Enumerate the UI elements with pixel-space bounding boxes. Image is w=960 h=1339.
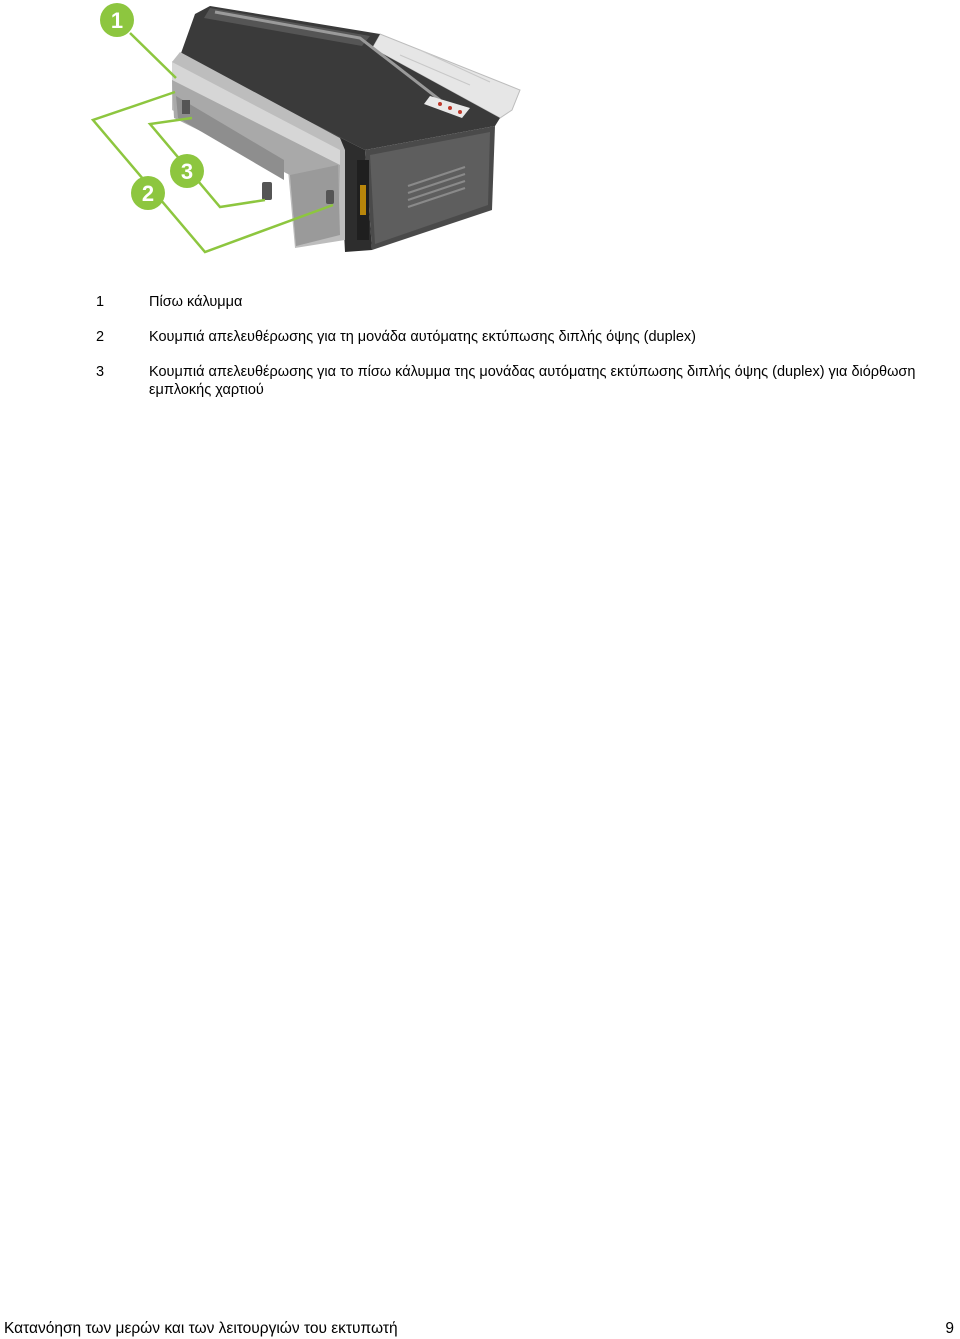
legend-item [96, 293, 916, 311]
legend-number: 2 [96, 329, 105, 345]
svg-text:2: 2 [141, 181, 155, 206]
legend-text: Κουμπιά απελευθέρωσης για το πίσω κάλυμμα της μονάδας αυτόματης εκτύπωσης διπλής όψης (duplex) για διόρθωση εμπλοκής χαρτιού [149, 364, 916, 398]
callout-badge-1 [98, 1, 136, 39]
footer-page-number: 9 [945, 1320, 954, 1337]
svg-text:1: 1 [110, 8, 124, 33]
callout-legend [96, 293, 916, 416]
legend-number: 3 [96, 364, 105, 380]
legend-text: Πίσω κάλυμμα [149, 294, 243, 310]
callout-badge-2 [129, 174, 167, 212]
svg-text:3: 3 [180, 159, 194, 184]
footer-chapter-title: Κατανόηση των μερών και των λειτουργιών του εκτυπωτή [4, 1320, 398, 1337]
legend-item [96, 363, 916, 399]
legend-item [96, 328, 916, 346]
callout-badge-3 [168, 152, 206, 190]
printer-illustration [85, 0, 530, 262]
legend-number: 1 [96, 294, 105, 310]
legend-text: Κουμπιά απελευθέρωσης για τη μονάδα αυτόματης εκτύπωσης διπλής όψης (duplex) [149, 329, 697, 345]
